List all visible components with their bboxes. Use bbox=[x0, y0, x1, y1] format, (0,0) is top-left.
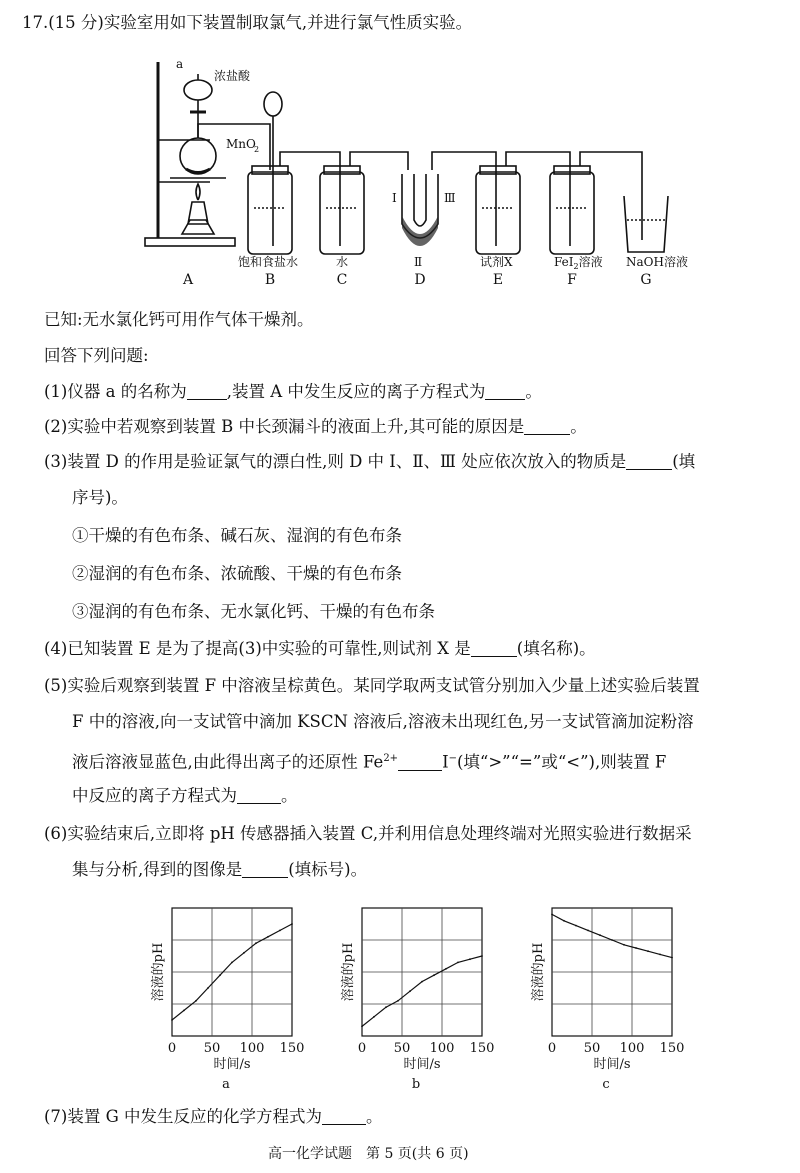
y-axis-label: 溶液的pH bbox=[341, 942, 356, 1002]
x-tick-label: 100 bbox=[429, 1041, 455, 1056]
x-tick-label: 50 bbox=[203, 1041, 221, 1056]
question-2: (2)实验中若观察到装置 B 中长颈漏斗的液面上升,其可能的原因是 。 bbox=[44, 417, 587, 436]
chart-b bbox=[340, 908, 494, 1090]
data-point bbox=[267, 936, 269, 938]
data-point bbox=[575, 925, 577, 927]
svg-text:FeI2溶液: FeI$_2$溶液 bbox=[554, 255, 603, 271]
answer-blank[interactable] bbox=[398, 752, 442, 771]
chart-label: b bbox=[411, 1077, 421, 1090]
data-point bbox=[659, 954, 661, 956]
data-point bbox=[481, 955, 483, 957]
data-series-line bbox=[362, 956, 482, 1026]
data-point bbox=[279, 930, 281, 932]
data-point bbox=[207, 987, 209, 989]
apparatus-letter: D bbox=[414, 272, 426, 288]
data-point bbox=[599, 934, 601, 936]
data-point bbox=[551, 914, 553, 916]
answer-blank[interactable] bbox=[242, 859, 288, 878]
question-3: (3)装置 D 的作用是验证氯气的漂白性,则 D 中 Ⅰ、Ⅱ、Ⅲ 处应依次放入的物质是 (填 bbox=[44, 452, 696, 471]
x-tick-label: 100 bbox=[239, 1041, 265, 1056]
known-condition: 已知:无水氯化钙可用作气体干燥剂。 bbox=[44, 310, 314, 329]
svg-text:2: 2 bbox=[254, 145, 260, 154]
data-point bbox=[291, 923, 293, 925]
svg-text:水: 水 bbox=[336, 255, 349, 269]
question-6-line-2: 集与分析,得到的图像是 (填标号)。 bbox=[72, 860, 368, 879]
svg-text:Ⅱ: Ⅱ bbox=[414, 255, 423, 269]
option-3: ③湿润的有色布条、无水氯化钙、干燥的有色布条 bbox=[72, 602, 435, 621]
question-1: (1)仪器 a 的名称为 ,装置 A 中发生反应的离子方程式为 。 bbox=[44, 382, 542, 401]
apparatus-letter: F bbox=[567, 272, 577, 288]
apparatus-letter: B bbox=[264, 272, 276, 288]
x-tick-label: 0 bbox=[357, 1041, 367, 1056]
data-point bbox=[231, 962, 233, 964]
data-point bbox=[635, 947, 637, 949]
data-point bbox=[255, 942, 257, 944]
apparatus-letter: E bbox=[492, 272, 504, 288]
apparatus-letter: G bbox=[640, 272, 652, 288]
data-point bbox=[421, 981, 423, 983]
data-point bbox=[433, 974, 435, 976]
question-3-cont: 序号)。 bbox=[72, 488, 128, 507]
data-point bbox=[445, 968, 447, 970]
question-title: 17.(15 分)实验室用如下装置制取氯气,并进行氯气性质实验。 bbox=[22, 13, 473, 32]
chart-label: a bbox=[222, 1077, 230, 1090]
question-6-line-1: (6)实验结束后,立即将 pH 传感器插入装置 C,并利用信息处理终端对光照实验进行数据采 bbox=[44, 824, 692, 843]
data-point bbox=[587, 930, 589, 932]
question-5-line-3: 液后溶液显蓝色,由此得出离子的还原性 $Fe^{2+}$ I−(填“>”“=”或“<”),则装置 F bbox=[72, 752, 667, 772]
svg-text:饱和食盐水: 饱和食盐水 bbox=[238, 255, 299, 269]
x-tick-label: 150 bbox=[279, 1041, 305, 1056]
x-tick-label: 150 bbox=[469, 1041, 495, 1056]
prompt: 回答下列问题: bbox=[44, 346, 149, 365]
answer-blank[interactable] bbox=[322, 1106, 366, 1125]
data-point bbox=[469, 958, 471, 960]
data-point bbox=[563, 920, 565, 922]
svg-text:NaOH溶液: NaOH溶液 bbox=[626, 255, 688, 269]
data-point bbox=[671, 957, 673, 959]
x-tick-label: 50 bbox=[393, 1041, 411, 1056]
svg-text:Ⅰ: Ⅰ bbox=[392, 191, 397, 205]
apparatus-letter: C bbox=[336, 272, 348, 288]
question-5-line-4: 中反应的离子方程式为 。 bbox=[72, 786, 298, 805]
x-tick-label: 150 bbox=[659, 1041, 685, 1056]
chart-c bbox=[530, 908, 684, 1090]
page-footer: 高一化学试题 第 5 页(共 6 页) bbox=[268, 1146, 469, 1162]
question-5-line-2: F 中的溶液,向一支试管中滴加 KSCN 溶液后,溶液未出现红色,另一支试管滴加淀粉溶 bbox=[72, 712, 694, 731]
x-axis-label: 时间/s bbox=[593, 1057, 631, 1072]
answer-blank[interactable] bbox=[485, 381, 525, 400]
data-point bbox=[623, 944, 625, 946]
answer-blank[interactable] bbox=[626, 451, 672, 470]
y-axis-label: 溶液的pH bbox=[151, 942, 166, 1002]
svg-text:Ⅲ: Ⅲ bbox=[444, 191, 456, 205]
option-2: ②湿润的有色布条、浓硫酸、干燥的有色布条 bbox=[72, 564, 402, 583]
data-point bbox=[409, 990, 411, 992]
answer-blank[interactable] bbox=[471, 638, 517, 657]
data-point bbox=[647, 950, 649, 952]
option-1: ①干燥的有色布条、碱石灰、湿润的有色布条 bbox=[72, 526, 402, 545]
data-point bbox=[385, 1006, 387, 1008]
apparatus-letter: A bbox=[182, 272, 194, 288]
x-axis-label: 时间/s bbox=[213, 1057, 251, 1072]
data-point bbox=[195, 1000, 197, 1002]
data-point bbox=[243, 952, 245, 954]
data-point bbox=[457, 962, 459, 964]
answer-blank[interactable] bbox=[187, 381, 227, 400]
question-4: (4)已知装置 E 是为了提高(3)中实验的可靠性,则试剂 X 是 (填名称)。 bbox=[44, 639, 596, 658]
ph-charts bbox=[140, 900, 720, 1090]
data-point bbox=[397, 1000, 399, 1002]
apparatus-diagram bbox=[130, 52, 710, 292]
x-tick-label: 0 bbox=[167, 1041, 177, 1056]
svg-text:a: a bbox=[176, 57, 184, 71]
svg-text:浓盐酸: 浓盐酸 bbox=[214, 69, 251, 83]
svg-text:试剂X: 试剂X bbox=[480, 255, 513, 269]
x-tick-label: 0 bbox=[547, 1041, 557, 1056]
data-point bbox=[183, 1010, 185, 1012]
chart-a bbox=[150, 908, 304, 1090]
svg-text:MnO: MnO bbox=[226, 137, 256, 151]
answer-blank[interactable] bbox=[237, 785, 281, 804]
x-tick-label: 100 bbox=[619, 1041, 645, 1056]
data-series-line bbox=[552, 914, 672, 957]
answer-blank[interactable] bbox=[524, 416, 570, 435]
data-point bbox=[373, 1016, 375, 1018]
chart-label: c bbox=[602, 1077, 610, 1090]
data-point bbox=[611, 939, 613, 941]
x-tick-label: 50 bbox=[583, 1041, 601, 1056]
data-point bbox=[171, 1019, 173, 1021]
question-5-line-1: (5)实验后观察到装置 F 中溶液呈棕黄色。某同学取两支试管分别加入少量上述实验后装置 bbox=[44, 676, 700, 695]
question-7: (7)装置 G 中发生反应的化学方程式为 。 bbox=[44, 1107, 383, 1126]
x-axis-label: 时间/s bbox=[403, 1057, 441, 1072]
y-axis-label: 溶液的pH bbox=[531, 942, 546, 1002]
data-point bbox=[219, 974, 221, 976]
data-point bbox=[361, 1026, 363, 1028]
